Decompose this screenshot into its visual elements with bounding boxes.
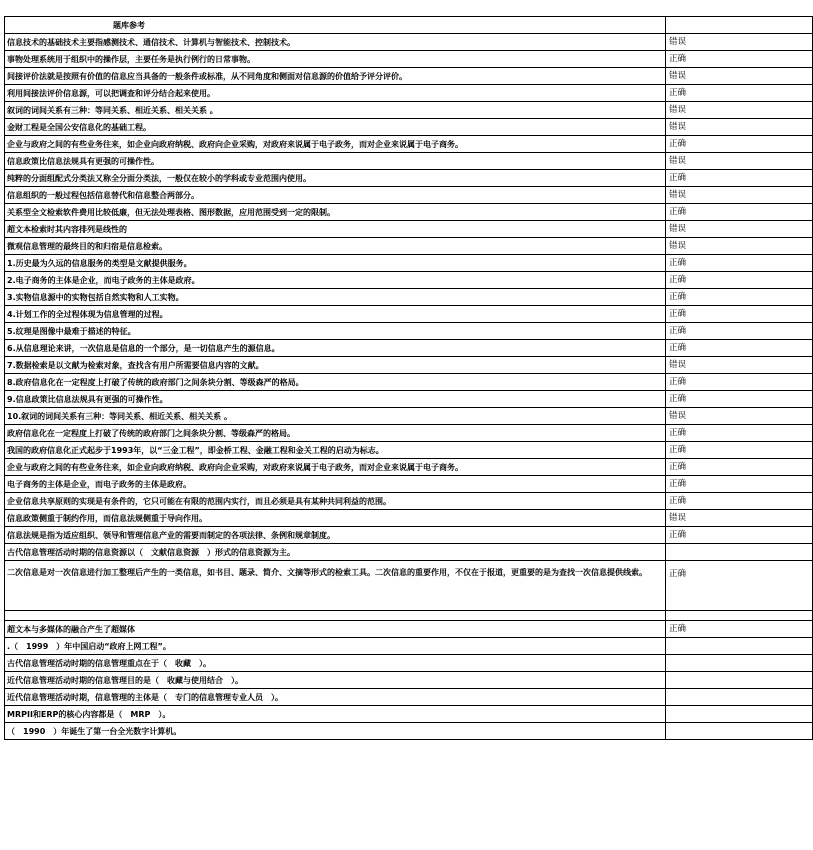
question-cell: 金财工程是全国公安信息化的基础工程。 [5,119,666,136]
answer-cell: 正确 [666,51,813,68]
question-cell: 10.叙词的词间关系有三种：等同关系、相近关系、相关关系 。 [5,408,666,425]
answer-cell: 正确 [666,493,813,510]
table-row [5,672,813,689]
answer-cell [666,706,813,723]
answer-cell: 正确 [666,391,813,408]
answer-cell: 正确 [666,85,813,102]
question-cell: 微观信息管理的最终目的和归宿是信息检索。 [5,238,666,255]
question-cell: 7.数据检索是以文献为检索对象，查找含有用户所需要信息内容的文献。 [5,357,666,374]
table-row [5,476,813,493]
question-cell: 信息政策比信息法规具有更强的可操作性。 [5,153,666,170]
table-row [5,289,813,306]
table-row [5,442,813,459]
table-row [5,621,813,638]
question-cell: 近代信息管理活动时期，信息管理的主体是（ 专门的信息管理专业人员 ）。 [5,689,666,706]
table-row [5,238,813,255]
answer-cell: 正确 [666,170,813,187]
answer-cell: 错误 [666,238,813,255]
question-cell: 利用间接法评价信息源，可以把调查和评分结合起来使用。 [5,85,666,102]
answer-cell [666,638,813,655]
question-cell: 政府信息化在一定程度上打破了传统的政府部门之间条块分割、等级森严的格局。 [5,425,666,442]
table-row [5,187,813,204]
question-cell: 超文本检索时其内容排列是线性的 [5,221,666,238]
table-row [5,221,813,238]
answer-cell: 正确 [666,255,813,272]
question-cell: 近代信息管理活动时期的信息管理目的是（ 收藏与使用结合 ）。 [5,672,666,689]
answer-cell: 错误 [666,119,813,136]
question-cell: 企业与政府之间的有些业务往来，如企业向政府纳税、政府向企业采购，对政府来说属于电子政务，而对企业来说属于电子商务。 [5,136,666,153]
answer-cell: 正确 [666,459,813,476]
table-row [5,170,813,187]
answer-cell: 错误 [666,357,813,374]
table-row [5,391,813,408]
table-row [5,136,813,153]
table-row [5,357,813,374]
table-row [5,638,813,655]
answer-cell: 正确 [666,289,813,306]
question-cell: 企业与政府之间的有些业务往来，如企业向政府纳税、政府向企业采购，对政府来说属于电子政务，而对企业来说属于电子商务。 [5,459,666,476]
table-row [5,527,813,544]
table-row [5,306,813,323]
question-cell: 信息政策侧重于制约作用，而信息法规侧重于导向作用。 [5,510,666,527]
question-cell: 4.计划工作的全过程体现为信息管理的过程。 [5,306,666,323]
empty-cell [666,611,813,621]
question-cell: 二次信息是对一次信息进行加工整理后产生的一类信息，如书目、题录、简介、文摘等形式的检索工具。二次信息的重要作用，不仅在于报道，更重要的是为查找一次信息提供线索。 [5,561,666,611]
sheet-title: 题库参考 [5,17,666,34]
answer-cell: 正确 [666,204,813,221]
table-row [5,374,813,391]
table-row [5,561,813,611]
answer-cell: 正确 [666,561,813,611]
answer-cell: 错误 [666,153,813,170]
question-cell: 5.纹理是图像中最难于描述的特征。 [5,323,666,340]
question-cell: MRPII和ERP的核心内容都是（ MRP ）。 [5,706,666,723]
answer-cell: 正确 [666,476,813,493]
table-row [5,255,813,272]
answer-cell [666,544,813,561]
table-row [5,51,813,68]
title-row [5,17,813,34]
table-row [5,425,813,442]
question-cell: 企业信息共享原则的实现是有条件的，它只可能在有限的范围内实行，而且必须是具有某种共同利益的范围。 [5,493,666,510]
table-row [5,102,813,119]
answer-cell: 错误 [666,221,813,238]
table-row [5,510,813,527]
question-cell: 1.历史最为久远的信息服务的类型是文献提供服务。 [5,255,666,272]
table-row [5,544,813,561]
answer-cell [666,672,813,689]
question-cell: 6.从信息理论来讲，一次信息是信息的一个部分，是一切信息产生的源信息。 [5,340,666,357]
question-cell: 关系型全文检索软件费用比较低廉，但无法处理表格、图形数据，应用范围受到一定的限制。 [5,204,666,221]
table-row [5,459,813,476]
table-row [5,493,813,510]
answer-cell: 错误 [666,187,813,204]
question-table [4,16,813,740]
table-row [5,706,813,723]
question-cell: 9.信息政策比信息法规具有更强的可操作性。 [5,391,666,408]
question-cell: 信息法规是指为适应组织、领导和管理信息产业的需要而制定的各项法律、条例和规章制度。 [5,527,666,544]
question-cell: 2.电子商务的主体是企业，而电子政务的主体是政府。 [5,272,666,289]
table-row [5,119,813,136]
table-row [5,689,813,706]
table-row [5,153,813,170]
table-row [5,655,813,672]
question-cell: 古代信息管理活动时期的信息资源以（ 文献信息资源 ）形式的信息资源为主。 [5,544,666,561]
answer-cell: 正确 [666,527,813,544]
answer-cell: 正确 [666,272,813,289]
question-cell: 我国的政府信息化正式起步于1993年，以“三金工程”，即金桥工程、金融工程和金关工程的启动为标志。 [5,442,666,459]
question-cell: 事物处理系统用于组织中的操作层，主要任务是执行例行的日常事物。 [5,51,666,68]
question-cell: 超文本与多媒体的融合产生了超媒体 [5,621,666,638]
table-row [5,68,813,85]
question-cell: 8.政府信息化在一定程度上打破了传统的政府部门之间条块分割、等级森严的格局。 [5,374,666,391]
table-row [5,85,813,102]
answer-cell [666,655,813,672]
answer-cell [666,689,813,706]
answer-cell: 错误 [666,34,813,51]
empty-row [5,611,813,621]
table-row [5,340,813,357]
answer-cell: 正确 [666,340,813,357]
table-row [5,723,813,740]
table-row [5,408,813,425]
question-cell: 古代信息管理活动时期的信息管理重点在于（ 收藏 ）。 [5,655,666,672]
question-cell: 纯粹的分面组配式分类法又称全分面分类法，一般仅在较小的学科或专业范围内使用。 [5,170,666,187]
question-cell: 3.实物信息源中的实物包括自然实物和人工实物。 [5,289,666,306]
answer-cell: 错误 [666,408,813,425]
answer-cell: 正确 [666,323,813,340]
title-answer-cell [666,17,813,34]
question-cell: 电子商务的主体是企业，而电子政务的主体是政府。 [5,476,666,493]
answer-cell: 错误 [666,68,813,85]
question-cell: （ 1990 ）年诞生了第一台全光数字计算机。 [5,723,666,740]
table-row [5,204,813,221]
answer-cell: 错误 [666,510,813,527]
question-cell: 信息技术的基础技术主要指感测技术、通信技术、计算机与智能技术、控制技术。 [5,34,666,51]
table-row [5,272,813,289]
question-bank-sheet [4,16,687,740]
question-cell: 叙词的词间关系有三种：等同关系、相近关系、相关关系 。 [5,102,666,119]
answer-cell: 正确 [666,306,813,323]
question-cell: .（ 1999 ）年中国启动“政府上网工程”。 [5,638,666,655]
answer-cell: 正确 [666,136,813,153]
answer-cell: 正确 [666,621,813,638]
question-cell: 信息组织的一般过程包括信息替代和信息整合两部分。 [5,187,666,204]
empty-cell [5,611,666,621]
answer-cell: 正确 [666,442,813,459]
table-row [5,34,813,51]
answer-cell [666,723,813,740]
answer-cell: 正确 [666,425,813,442]
table-row [5,323,813,340]
answer-cell: 正确 [666,374,813,391]
answer-cell: 错误 [666,102,813,119]
question-cell: 间接评价法就是按照有价值的信息应当具备的一般条件或标准，从不同角度和侧面对信息源的价值给予评分评价。 [5,68,666,85]
